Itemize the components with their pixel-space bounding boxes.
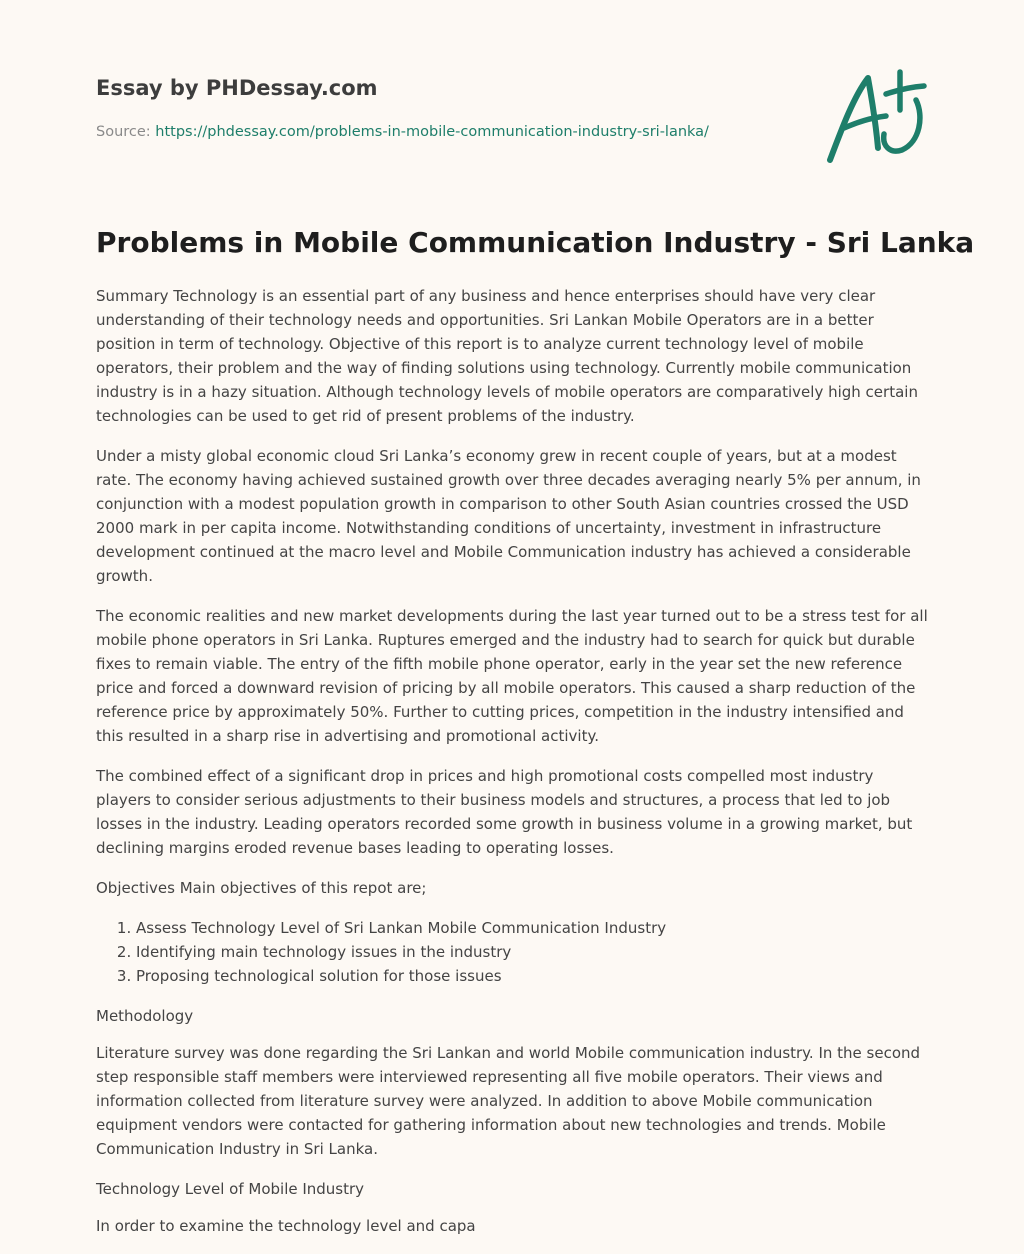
site-brand: Essay by PHDessay.com	[96, 76, 378, 100]
paragraph-market: The economic realities and new market developments during the last year turned out to be a stress test for all mobile phone operators in Sri Lanka. Ruptures emerged and the industry had to search for quick but durable fixes to remain viable. The entry of the fifth mobile phone operator, early in the year set the new reference price and forced a downward revision of pricing by all mobile operators. This caused a sharp reduction of the reference price by approximately 50%. Further to cutting prices, competition in the industry intensified and this resulted in a sharp rise in advertising and promotional activity.	[96, 607, 928, 745]
methodology-heading: Methodology	[96, 1007, 194, 1025]
source-line	[96, 124, 709, 140]
paragraph-objectives-intro: Objectives Main objectives of this repot are;	[96, 879, 427, 897]
list-item: 1. Assess Technology Level of Sri Lankan Mobile Communication Industry	[136, 916, 932, 940]
paragraph-technology: In order to examine the technology level and capa	[96, 1217, 476, 1235]
a-plus-logo-icon	[820, 66, 930, 166]
source-link[interactable]: https://phdessay.com/problems-in-mobile-communication-industry-sri-lanka/	[155, 124, 709, 140]
paragraph-economy: Under a misty global economic cloud Sri Lanka’s economy grew in recent couple of years, but at a modest rate. The economy having achieved sustained growth over three decades averaging nearly 5% per annum, in conjunction with a modest population growth in comparison to other South Asian countries crossed the USD 2000 mark in per capita income. Notwithstanding conditions of uncertainty, investment in infrastructure development continued at the macro level and Mobile Communication industry has achieved a considerable growth.	[96, 447, 921, 585]
paragraph-summary: Summary Technology is an essential part of any business and hence enterprises should have very clear understanding of their technology needs and opportunities. Sri Lankan Mobile Operators are in a better position in term of technology. Objective of this report is to analyze current technology level of mobile operators, their problem and the way of finding solutions using technology. Currently mobile communication industry is in a hazy situation. Although technology levels of mobile operators are comparatively high certain technologies can be used to get rid of present problems of the industry.	[96, 287, 918, 425]
paragraph-effects: The combined effect of a significant drop in prices and high promotional costs compelled most industry players to consider serious adjustments to their business models and structures, a process that led to job losses in the industry. Leading operators recorded some growth in business volume in a growing market, but declining margins eroded revenue bases leading to operating losses.	[96, 767, 913, 857]
technology-heading: Technology Level of Mobile Industry	[96, 1180, 365, 1198]
essay-title: Problems in Mobile Communication Industry - Sri Lanka	[96, 226, 975, 259]
paragraph-methodology: Literature survey was done regarding the Sri Lankan and world Mobile communication industry. In the second step responsible staff members were interviewed representing all five mobile operators. Their views and information collected from literature survey were analyzed. In addition to above Mobile communication equipment vendors were contacted for gathering information about new technologies and trends. Mobile Communication Industry in Sri Lanka.	[96, 1044, 921, 1158]
objectives-list	[96, 916, 932, 988]
list-item: 3. Proposing technological solution for those issues	[136, 964, 932, 988]
list-item: 2. Identifying main technology issues in the industry	[136, 940, 932, 964]
essay-body	[96, 284, 932, 1254]
source-label: Source:	[96, 124, 156, 140]
